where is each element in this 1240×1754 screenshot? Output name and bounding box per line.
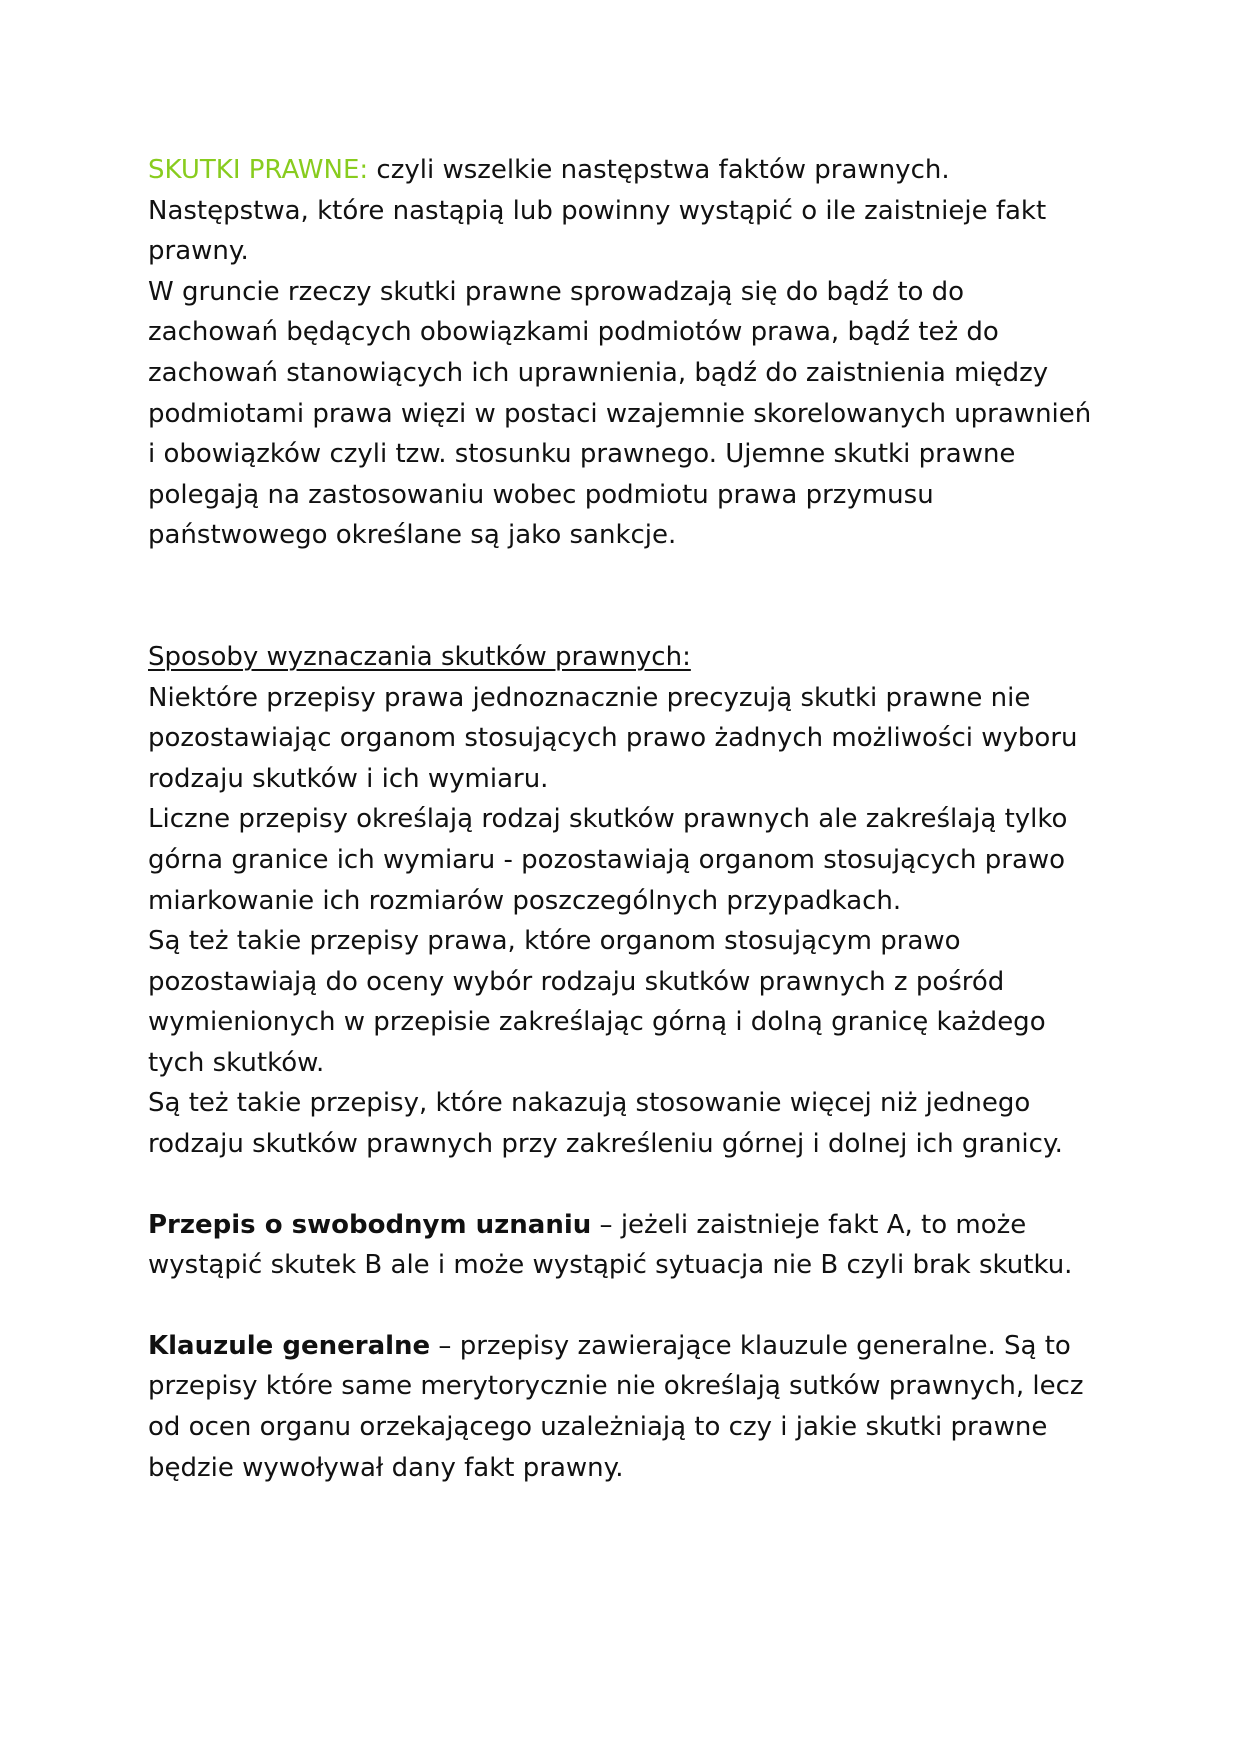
- spacer: [148, 1286, 1098, 1326]
- intro-paragraph: [148, 150, 1098, 272]
- spacer: [148, 556, 1098, 637]
- term-przepis-o-swobodnym-uznaniu: Przepis o swobodnym uznaniu: [148, 1209, 592, 1240]
- sposoby-paragraph-3: Są też takie przepisy prawa, które organom stosującym prawo pozostawiają do oceny wybór rodzaju skutków prawnych z pośród wymienionych w przepisie zakreślając górną i dolną granicę każdego tych skutków.: [148, 926, 1046, 1078]
- section-heading-skutki-prawne: SKUTKI PRAWNE:: [148, 155, 369, 185]
- sposoby-paragraph-1: Niektóre przepisy prawa jednoznacznie precyzują skutki prawne nie pozostawiając organom stosujących prawo żadnych możliwości wyboru rodzaju skutków i ich wymiaru.: [148, 682, 1078, 794]
- sposoby-paragraph-2: Liczne przepisy określają rodzaj skutków prawnych ale zakreślają tylko górna granice ich wymiaru - pozostawiają organom stosujących prawo miarkowanie ich rozmiarów poszczególnych przypadkach.: [148, 804, 1068, 916]
- definition-paragraph: W gruncie rzeczy skutki prawne sprowadzają się do bądź to do zachowań będących obowiązkami podmiotów prawa, bądź też do zachowań stanowiących ich uprawnienia, bądź do zaistnienia między podmiotami prawa więzi w postaci wzajemnie skorelowanych uprawnień i obowiązków czyli tzw. stosunku prawnego. Ujemne skutki prawne polegają na zastosowaniu wobec podmiotu prawa przymusu państwowego określane są jako sankcje.: [148, 276, 1092, 551]
- swobodne-uznanie-paragraph: [148, 1205, 1098, 1286]
- klauzule-paragraph: [148, 1326, 1098, 1488]
- intro-text: czyli wszelkie następstwa faktów prawnych. Następstwa, które nastąpią lub powinny wystąpić o ile zaistnieje fakt prawny.: [148, 155, 1047, 267]
- spacer: [148, 1165, 1098, 1205]
- document-page: [148, 150, 1098, 1488]
- term-klauzule-generalne: Klauzule generalne: [148, 1330, 431, 1361]
- swobodne-uznanie-text: – jeżeli zaistnieje fakt A, to może wystąpić skutek B ale i może wystąpić sytuacja nie B czyli brak skutku.: [148, 1209, 1073, 1281]
- sposoby-paragraph-4: Są też takie przepisy, które nakazują stosowanie więcej niż jednego rodzaju skutków prawnych przy zakreśleniu górnej i dolnej ich granicy.: [148, 1088, 1063, 1160]
- section-title-sposoby: Sposoby wyznaczania skutków prawnych:: [148, 641, 691, 672]
- klauzule-text: – przepisy zawierające klauzule generalne. Są to przepisy które same merytorycznie nie określają sutków prawnych, lecz od ocen organu orzekającego uzależniają to czy i jakie skutki prawne będzie wywoływał dany fakt prawny.: [148, 1330, 1084, 1483]
